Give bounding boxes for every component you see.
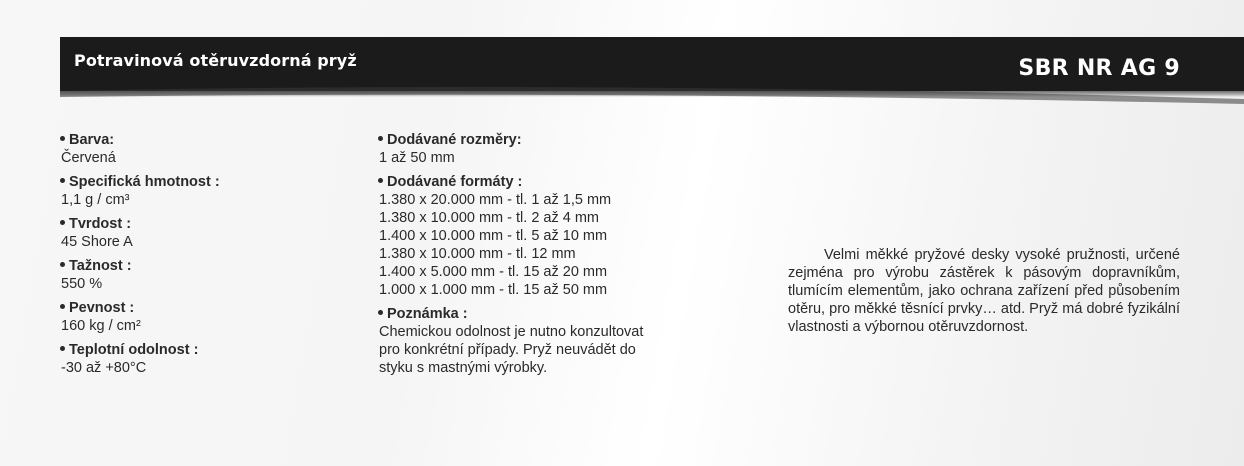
note-line: styku s mastnými výrobky. (379, 360, 548, 376)
note-line: Chemickou odolnost je nutno konzultovat (379, 324, 644, 340)
properties-column-middle (378, 131, 708, 383)
property-label: Barva: (69, 132, 115, 148)
product-description: Velmi měkké pryžové desky vysoké pružnosti, určené zejména pro výrobu zástěrek k pásovým dopravníkům, tlumícím elementům, jako ochrana zařízení před působením otěru, pro měkké těsnící prvky… atd. Pryž má dobré fyzikální vlastnosti a výbornou otěruvzdornost. (788, 247, 1180, 335)
property-label: Dodávané rozměry: (387, 132, 522, 148)
property-elongation (60, 257, 330, 293)
property-value: Červená (61, 150, 116, 166)
property-color (60, 131, 330, 167)
property-label: Tažnost : (69, 258, 132, 274)
bullet-icon (60, 262, 65, 267)
property-value: -30 až +80°C (61, 360, 147, 376)
format-line: 1.380 x 10.000 mm - tl. 12 mm (379, 246, 576, 262)
property-label: Teplotní odolnost : (69, 342, 199, 358)
format-line: 1.400 x 5.000 mm - tl. 15 až 20 mm (379, 264, 608, 280)
property-value: 1 až 50 mm (379, 150, 455, 166)
note-line: pro konkrétní případy. Pryž neuvádět do (379, 342, 636, 358)
property-value: 1,1 g / cm³ (61, 192, 130, 208)
bullet-icon (60, 136, 65, 141)
properties-column-left (60, 131, 330, 383)
format-line: 1.000 x 1.000 mm - tl. 15 až 50 mm (379, 282, 608, 298)
property-label: Pevnost : (69, 300, 135, 316)
bullet-icon (60, 346, 65, 351)
property-sizes (378, 131, 708, 167)
property-note (378, 305, 708, 377)
format-line: 1.380 x 10.000 mm - tl. 2 až 4 mm (379, 210, 600, 226)
bullet-icon (378, 178, 383, 183)
property-formats (378, 173, 708, 299)
property-label: Tvrdost : (69, 216, 132, 232)
format-line: 1.380 x 20.000 mm - tl. 1 až 1,5 mm (379, 192, 612, 208)
property-hardness (60, 215, 330, 251)
property-label: Dodávané formáty : (387, 174, 523, 190)
product-title: Potravinová otěruvzdorná pryž (74, 51, 357, 70)
property-label: Specifická hmotnost : (69, 174, 220, 190)
property-strength (60, 299, 330, 335)
property-label: Poznámka : (387, 306, 468, 322)
property-value: 45 Shore A (61, 234, 133, 250)
property-density (60, 173, 330, 209)
bullet-icon (60, 304, 65, 309)
property-value: 550 % (61, 276, 103, 292)
property-value: 160 kg / cm² (61, 318, 141, 334)
bullet-icon (60, 220, 65, 225)
bullet-icon (60, 178, 65, 183)
property-temperature (60, 341, 330, 377)
format-line: 1.400 x 10.000 mm - tl. 5 až 10 mm (379, 228, 608, 244)
bullet-icon (378, 310, 383, 315)
product-code: SBR NR AG 9 (1018, 56, 1180, 81)
bullet-icon (378, 136, 383, 141)
